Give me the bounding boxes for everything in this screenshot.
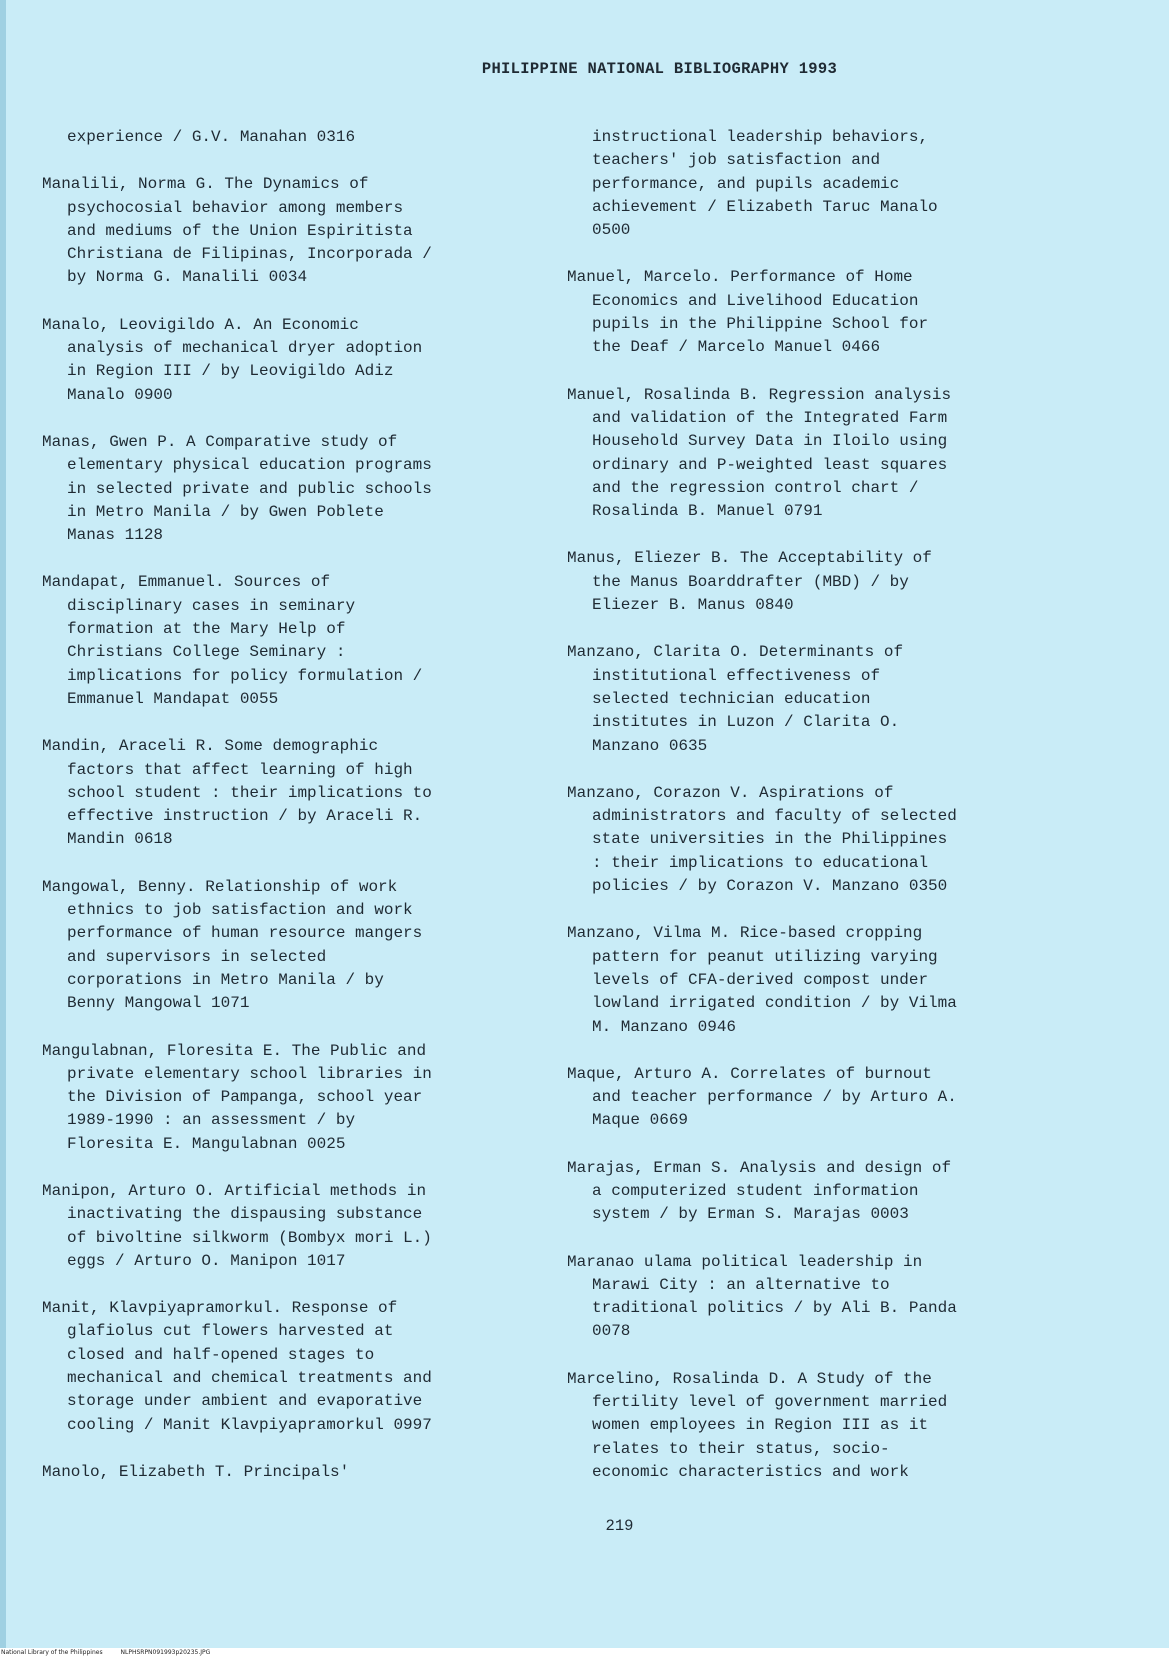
bibliography-entry: Maranao ulama political leadership in Marawi City : an alternative to traditional politics / by Ali B. Panda 0078 [567, 1252, 957, 1341]
bibliography-entry: Manas, Gwen P. A Comparative study of elementary physical education programs in selected private and public schools in Metro Manila / by Gwen Poblete Manas 1128 [42, 432, 432, 545]
bibliography-entry: Manit, Klavpiyapramorkul. Response of glafiolus cut flowers harvested at closed and half-opened stages to mechanical and chemical treatments and storage under ambient and evaporative cooling / Manit Klavpiyapramorkul 0997 [42, 1299, 432, 1434]
footer-library: National Library of the Philippines [1, 1649, 103, 1656]
bibliography-entry: Manuel, Rosalinda B. Regression analysis and validation of the Integrated Farm Household Survey Data in Iloilo using ordinary and P-weighted least squares and the regression control chart / Rosalinda B. Manuel 0791 [567, 385, 952, 521]
page-header: PHILIPPINE NATIONAL BIBLIOGRAPHY 1993 [481, 60, 838, 78]
bibliography-entry: Manuel, Marcelo. Performance of Home Economics and Livelihood Education pupils in the Philippine School for the Deaf / Marcelo Manuel 0466 [567, 268, 929, 357]
bibliography-entry: Maque, Arturo A. Correlates of burnout and teacher performance / by Arturo A. Maque 0669 [567, 1064, 957, 1130]
bibliography-entry: Manzano, Clarita O. Determinants of institutional effectiveness of selected technician education institutes in Luzon / Clarita O. Manzano 0635 [567, 643, 904, 755]
bibliography-entry: Manalili, Norma G. The Dynamics of psychocosial behavior among members and mediums of the Union Espiritista Christiana de Filipinas, Incorporada / by Norma G. Manalili 0034 [42, 175, 432, 287]
bibliography-entry: Manalo, Leovigildo A. An Economic analysis of mechanical dryer adoption in Region III / by Leovigildo Adiz Manalo 0900 [42, 315, 423, 404]
left-column [42, 126, 532, 1508]
footer-file: NLPHSRPN091993p20235.JPG [120, 1649, 211, 1656]
bibliography-entry: Mangowal, Benny. Relationship of work ethnics to job satisfaction and work performance of human resource mangers and supervisors in selected corporations in Metro Manila / by Benny Mangowal 1071 [42, 877, 423, 1013]
bibliography-entry: Marcelino, Rosalinda D. A Study of the fertility level of government married women employees in Region III as it relates to their status, socio- economic characteristics and work [567, 1369, 948, 1481]
page-number: 219 [605, 1517, 634, 1535]
bibliography-entry: Manzano, Corazon V. Aspirations of administrators and faculty of selected state universities in the Philippines : their implications to educational policies / by Corazon V. Manzano 0350 [567, 783, 957, 896]
continued-entry: experience / G.V. Manahan 0316 [67, 128, 356, 146]
right-column [567, 126, 1067, 1508]
bibliography-entry: Mangulabnan, Floresita E. The Public and private elementary school libraries in the Division of Pampanga, school year 1989-1990 : an assessment / by Floresita E. Mangulabnan 0025 [42, 1041, 432, 1153]
bibliography-entry: Marajas, Erman S. Analysis and design of a computerized student information system / by Erman S. Marajas 0003 [567, 1158, 952, 1224]
page-edge [0, 0, 6, 1658]
bibliography-entry: Mandin, Araceli R. Some demographic factors that affect learning of high school student : their implications to effective instruction / by Araceli R. Mandin 0618 [42, 737, 432, 849]
bibliography-entry: Manus, Eliezer B. The Acceptability of the Manus Boarddrafter (MBD) / by Eliezer B. Manus 0840 [567, 549, 932, 615]
bibliography-entry: Mandapat, Emmanuel. Sources of disciplinary cases in seminary formation at the Mary Help of Christians College Seminary : implications for policy formulation / Emmanuel Mandapat 0055 [42, 573, 423, 708]
bibliography-entry: Manolo, Elizabeth T. Principals' [42, 1462, 350, 1481]
bibliography-entry: Manipon, Arturo O. Artificial methods in inactivating the dispausing substance of bivoltine silkworm (Bombyx mori L.) eggs / Arturo O. Manipon 1017 [42, 1181, 432, 1270]
scan-footer [0, 1648, 1169, 1658]
bibliography-entry: Manzano, Vilma M. Rice-based cropping pattern for peanut utilizing varying levels of CFA-derived compost under lowland irrigated condition / by Vilma M. Manzano 0946 [567, 924, 957, 1036]
continued-entry: instructional leadership behaviors, teachers' job satisfaction and performance, and pupils academic achievement / Elizabeth Taruc Manalo 0500 [592, 128, 938, 240]
